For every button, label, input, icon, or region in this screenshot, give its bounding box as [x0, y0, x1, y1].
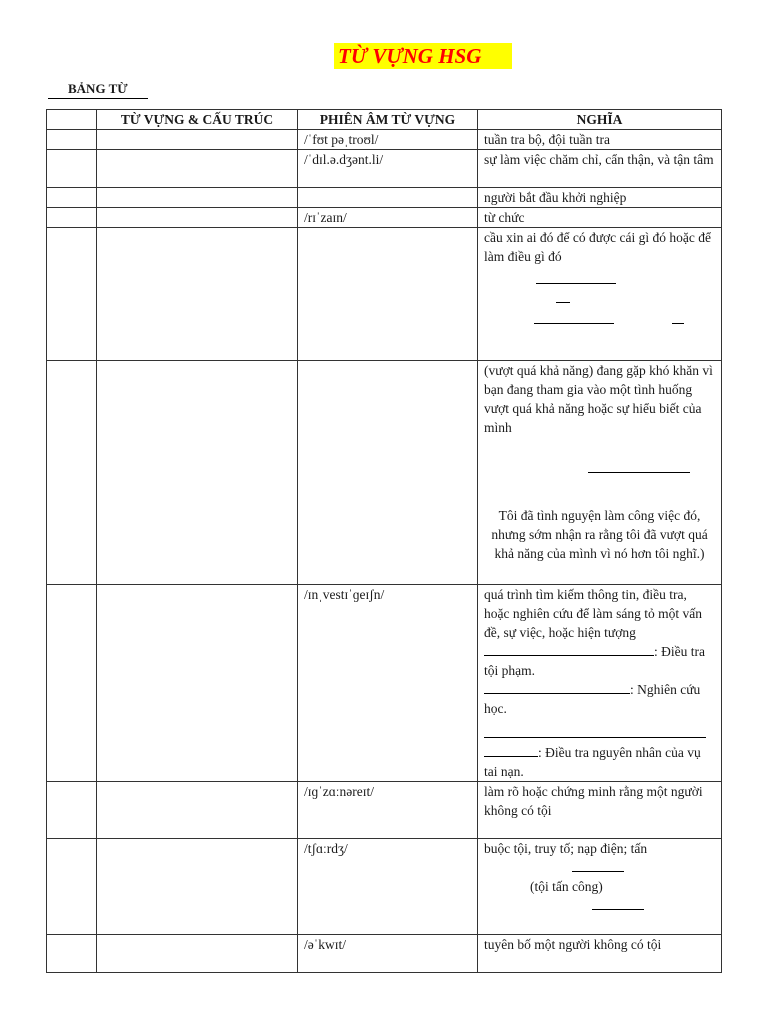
vocabulary-cell — [97, 150, 298, 188]
table-header-row — [47, 110, 722, 130]
vocabulary-cell — [97, 935, 298, 973]
meaning-cell: tuyên bố một người không có tội — [478, 935, 722, 973]
vocabulary-cell — [97, 585, 298, 782]
index-cell — [47, 935, 97, 973]
table-row — [47, 839, 722, 935]
header-index — [47, 110, 97, 130]
section-label: BẢNG TỪ — [48, 80, 148, 99]
example-text: : Nghiên cứu học. — [484, 682, 701, 716]
index-cell — [47, 208, 97, 228]
example-text: : Điều tra tội phạm. — [484, 644, 705, 678]
meaning-cell: người bắt đầu khởi nghiệp — [478, 188, 722, 208]
example-blank — [484, 270, 715, 289]
vocabulary-cell — [97, 782, 298, 839]
meaning-text: quá trình tìm kiếm thông tin, điều tra, hoặc nghiên cứu để làm sáng tỏ một vấn đề, sự việc, hoặc hiện tượng — [484, 587, 703, 640]
table-row — [47, 361, 722, 585]
phonetic-cell: /ˈdɪl.ə.dʒənt.li/ — [298, 150, 478, 188]
meaning-cell: từ chức — [478, 208, 722, 228]
phonetic-cell: /ˈfʊt pəˌtroʊl/ — [298, 130, 478, 150]
vocabulary-cell — [97, 188, 298, 208]
vocabulary-cell — [97, 839, 298, 935]
meaning-cell — [478, 228, 722, 361]
example-blank — [484, 459, 715, 478]
example-line — [484, 642, 715, 680]
phonetic-cell: /ɪɡˈzɑːnəreɪt/ — [298, 782, 478, 839]
vocabulary-cell — [97, 228, 298, 361]
phonetic-cell — [298, 188, 478, 208]
index-cell — [47, 361, 97, 585]
index-cell — [47, 839, 97, 935]
meaning-cell: làm rõ hoặc chứng minh rằng một người không có tội — [478, 782, 722, 839]
index-cell — [47, 782, 97, 839]
example-text: (tội tấn công) — [530, 879, 603, 894]
index-cell — [47, 150, 97, 188]
header-phonetic: PHIÊN ÂM TỪ VỰNG — [298, 110, 478, 130]
header-meaning: NGHĨA — [478, 110, 722, 130]
phonetic-cell — [298, 361, 478, 585]
example-blank — [484, 310, 715, 329]
index-cell — [47, 228, 97, 361]
meaning-cell: sự làm việc chăm chỉ, cẩn thận, và tận tâm — [478, 150, 722, 188]
index-cell — [47, 585, 97, 782]
meaning-cell: tuần tra bộ, đội tuần tra — [478, 130, 722, 150]
phonetic-cell: /tʃɑːrdʒ/ — [298, 839, 478, 935]
table-row — [47, 150, 722, 188]
table-row — [47, 130, 722, 150]
vocabulary-cell — [97, 208, 298, 228]
header-vocabulary: TỪ VỰNG & CẤU TRÚC — [97, 110, 298, 130]
table-row — [47, 228, 722, 361]
meaning-text: buộc tội, truy tố; nạp điện; tấn — [484, 841, 648, 856]
example-blank — [484, 858, 715, 877]
vocabulary-table — [46, 109, 722, 973]
table-row — [47, 585, 722, 782]
example-blank — [484, 724, 715, 743]
document-title: TỪ VỰNG HSG — [334, 43, 512, 69]
meaning-cell — [478, 839, 722, 935]
index-cell — [47, 188, 97, 208]
meaning-text: cầu xin ai đó để có được cái gì đó hoặc để làm điều gì đó — [484, 230, 711, 264]
phonetic-cell — [298, 228, 478, 361]
table-row — [47, 935, 722, 973]
example-line — [484, 680, 715, 718]
vocabulary-cell — [97, 130, 298, 150]
index-cell — [47, 130, 97, 150]
phonetic-cell: /rɪˈzaɪn/ — [298, 208, 478, 228]
meaning-cell — [478, 361, 722, 585]
meaning-cell — [478, 585, 722, 782]
phonetic-cell: /əˈkwɪt/ — [298, 935, 478, 973]
example-line — [484, 743, 715, 781]
table-row — [47, 782, 722, 839]
vocabulary-cell — [97, 361, 298, 585]
example-blank — [484, 289, 715, 308]
example-text: : Điều tra nguyên nhân của vụ tai nạn. — [484, 745, 701, 779]
meaning-text: (vượt quá khả năng) đang gặp khó khăn vì bạn đang tham gia vào một tình huống vượt quá khả năng hoặc sự hiểu biết của mình — [484, 363, 713, 435]
table-row — [47, 188, 722, 208]
example-text: Tôi đã tình nguyện làm công việc đó, nhưng sớm nhận ra rằng tôi đã vượt quá khả năng của mình vì nó hơn tôi nghĩ.) — [491, 508, 708, 561]
example-blank — [484, 896, 715, 915]
table-row — [47, 208, 722, 228]
phonetic-cell: /ɪnˌvestɪˈɡeɪʃn/ — [298, 585, 478, 782]
